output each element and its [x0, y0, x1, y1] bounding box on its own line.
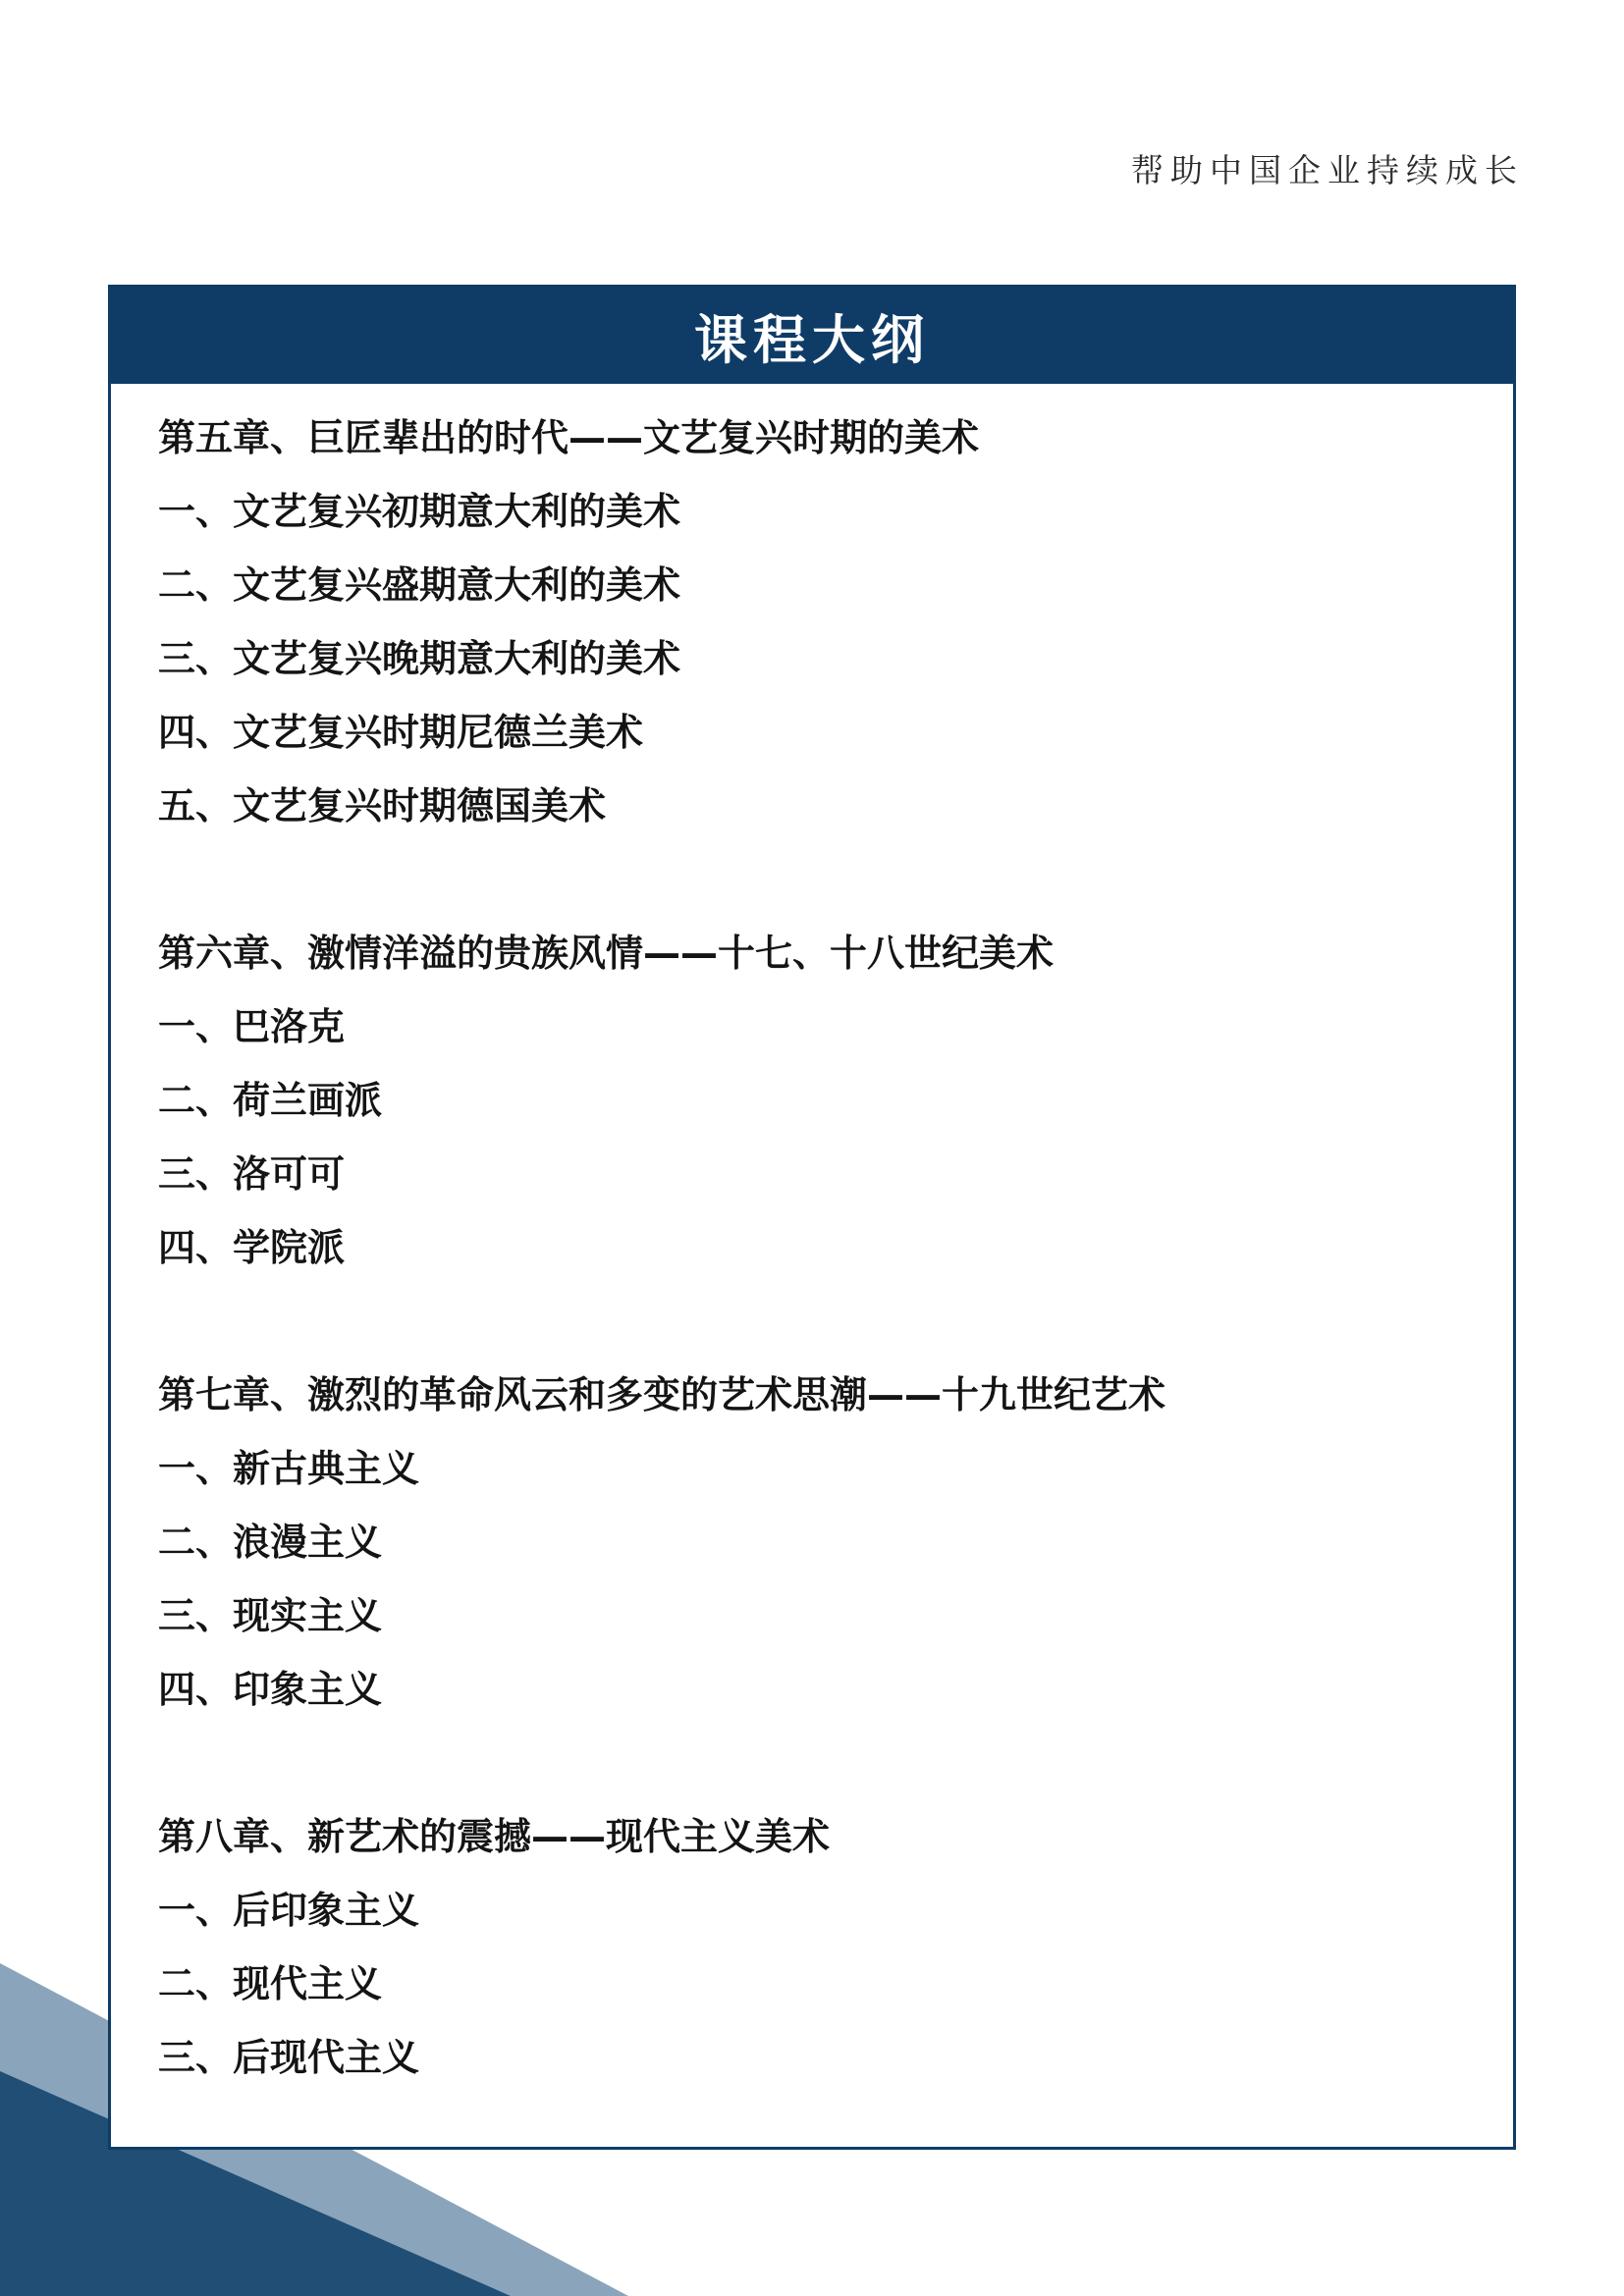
section-item: 四、印象主义: [158, 1668, 383, 1711]
section-item: 三、后现代主义: [158, 2036, 420, 2079]
section-item: 三、现实主义: [158, 1594, 383, 1637]
section-item: 一、巴洛克: [158, 1005, 346, 1048]
chapter-5: [158, 401, 1513, 843]
section-item: 三、文艺复兴晚期意大利的美术: [158, 637, 681, 680]
section-item: 一、新古典主义: [158, 1447, 420, 1490]
section-item: 二、浪漫主义: [158, 1521, 383, 1564]
section-item: 三、洛可可: [158, 1152, 346, 1196]
course-outline: [108, 285, 1516, 2150]
chapter-title: 第八章、新艺术的震撼——现代主义美术: [158, 1815, 831, 1858]
section-item: 一、后印象主义: [158, 1889, 420, 1932]
section-item: 一、文艺复兴初期意大利的美术: [158, 490, 681, 533]
outline-title: 课程大纲: [694, 308, 930, 371]
section-item: 五、文艺复兴时期德国美术: [158, 784, 607, 828]
chapter-title: 第五章、巨匠辈出的时代——文艺复兴时期的美术: [158, 416, 980, 459]
section-item: 二、文艺复兴盛期意大利的美术: [158, 563, 681, 607]
chapter-7: [158, 1359, 1513, 1727]
section-item: 二、荷兰画派: [158, 1079, 383, 1122]
section-item: 四、文艺复兴时期尼德兰美术: [158, 711, 644, 754]
header-tagline: 帮助中国企业持续成长: [1131, 151, 1524, 189]
outline-header: [111, 288, 1513, 384]
chapter-title: 第六章、激情洋溢的贵族风情——十七、十八世纪美术: [158, 932, 1055, 975]
section-item: 二、现代主义: [158, 1962, 383, 2005]
section-item: 四、学院派: [158, 1226, 346, 1269]
outline-body: [111, 384, 1513, 2095]
chapter-8: [158, 1800, 1513, 2095]
chapter-title: 第七章、激烈的革命风云和多变的艺术思潮——十九世纪艺术: [158, 1373, 1166, 1416]
chapter-6: [158, 917, 1513, 1285]
